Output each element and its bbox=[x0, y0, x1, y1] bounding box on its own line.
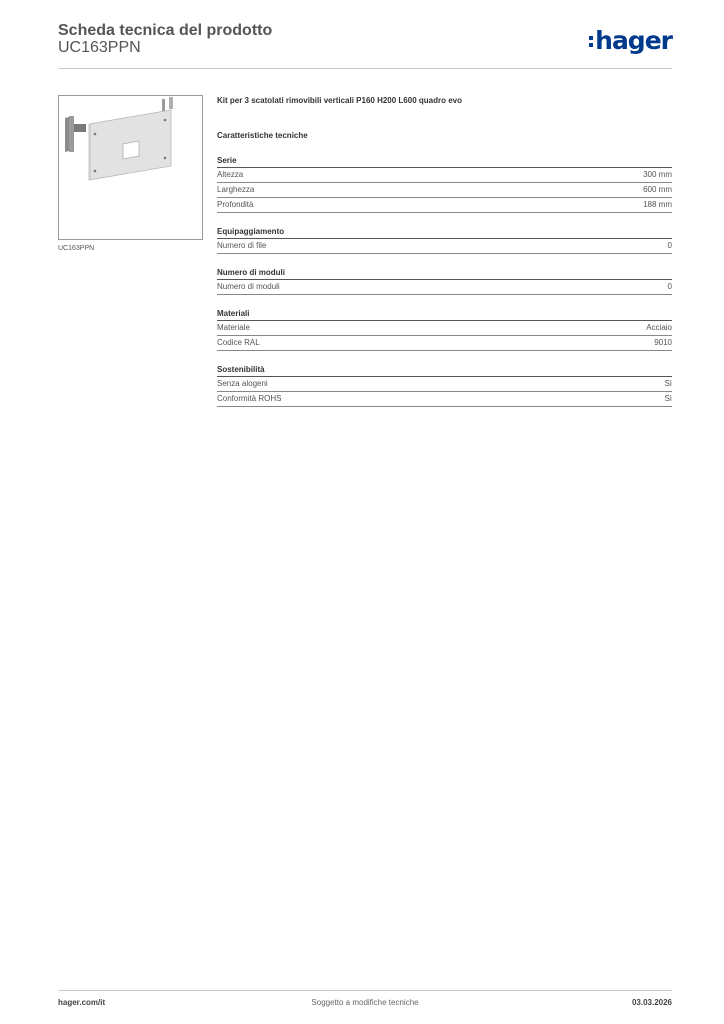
row-value: Acciaio bbox=[646, 323, 672, 332]
row-label: Materiale bbox=[217, 323, 250, 332]
table-row bbox=[217, 168, 672, 183]
logo-dots-icon bbox=[589, 36, 593, 47]
table-row bbox=[217, 377, 672, 392]
row-value: 300 mm bbox=[643, 170, 672, 179]
section-serie bbox=[217, 154, 672, 213]
row-label: Numero di moduli bbox=[217, 282, 280, 291]
footer-date: 03.03.2026 bbox=[631, 998, 672, 1007]
section-title: Materiali bbox=[217, 307, 672, 321]
table-row bbox=[217, 336, 672, 351]
row-label: Altezza bbox=[217, 170, 244, 179]
section-title: Numero di moduli bbox=[217, 266, 672, 280]
section-equipaggiamento bbox=[217, 225, 672, 254]
table-row bbox=[217, 392, 672, 407]
page-header bbox=[58, 20, 672, 69]
logo-text: hager bbox=[595, 25, 672, 55]
table-row bbox=[217, 239, 672, 254]
row-value: 600 mm bbox=[643, 185, 672, 194]
row-value: 0 bbox=[667, 241, 672, 250]
row-label: Conformità ROHS bbox=[217, 394, 282, 403]
table-row bbox=[217, 183, 672, 198]
product-illustration-icon bbox=[59, 96, 202, 239]
product-code: UC163PPN bbox=[58, 39, 141, 56]
row-value: 0 bbox=[667, 282, 672, 291]
footer-note: Soggetto a modifiche tecniche bbox=[311, 998, 419, 1007]
characteristics-heading: Caratteristiche tecniche bbox=[217, 131, 308, 140]
row-value: Sì bbox=[664, 379, 672, 388]
table-row bbox=[217, 280, 672, 295]
section-sostenibilita bbox=[217, 363, 672, 407]
row-label: Profondità bbox=[217, 200, 254, 209]
product-description: Kit per 3 scatolati rimovibili verticali P160 H200 L600 quadro evo bbox=[217, 96, 462, 105]
section-title: Equipaggiamento bbox=[217, 225, 672, 239]
table-row bbox=[217, 321, 672, 336]
row-value: 9010 bbox=[654, 338, 672, 347]
section-materiali bbox=[217, 307, 672, 351]
row-label: Numero di file bbox=[217, 241, 267, 250]
footer-website-link[interactable]: hager.com/it bbox=[58, 998, 106, 1007]
row-value: Sì bbox=[664, 394, 672, 403]
table-row bbox=[217, 198, 672, 213]
section-title: Serie bbox=[217, 154, 672, 168]
page-footer bbox=[58, 990, 672, 1011]
product-content bbox=[217, 95, 672, 407]
row-label: Larghezza bbox=[217, 185, 255, 194]
row-value: 188 mm bbox=[643, 200, 672, 209]
row-label: Codice RAL bbox=[217, 338, 260, 347]
section-title: Sostenibilità bbox=[217, 363, 672, 377]
section-numero-moduli bbox=[217, 266, 672, 295]
product-image bbox=[58, 95, 203, 240]
row-label: Senza alogeni bbox=[217, 379, 268, 388]
image-caption: UC163PPN bbox=[58, 245, 95, 252]
document-title: Scheda tecnica del prodotto bbox=[58, 22, 273, 39]
hager-logo bbox=[589, 26, 672, 54]
